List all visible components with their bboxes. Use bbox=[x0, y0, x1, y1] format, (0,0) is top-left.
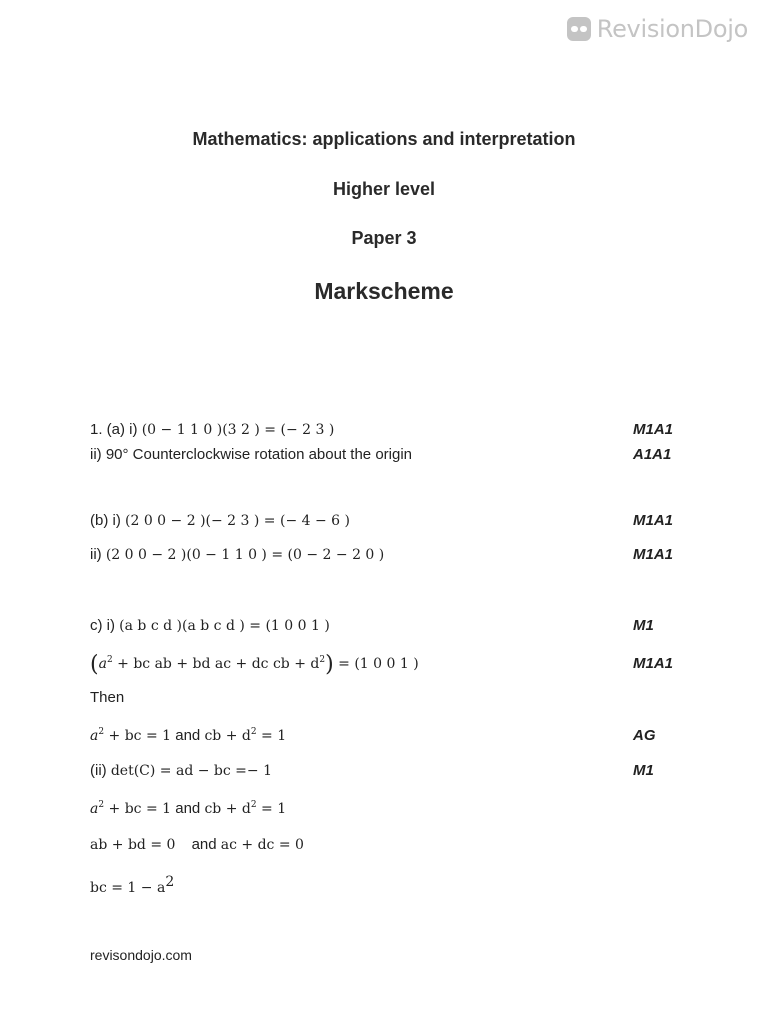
q1c-i-label: c) i) bbox=[90, 617, 120, 634]
brand-logo bbox=[567, 14, 748, 44]
q1c-ii-line bbox=[90, 762, 272, 779]
q1c-i-line bbox=[90, 617, 330, 634]
q1c-expansion bbox=[90, 652, 419, 677]
q1c-eq3-line bbox=[90, 836, 304, 853]
left-paren: ( bbox=[90, 652, 99, 677]
q1c-eq2-line bbox=[90, 800, 286, 817]
eq3-rhs: ac + dc = 0 bbox=[220, 837, 304, 853]
q1b-ii-mark: M1A1 bbox=[633, 546, 674, 563]
q1c-ii-label: (ii) bbox=[90, 762, 111, 779]
course-title: Mathematics: applications and interpretation bbox=[192, 129, 576, 149]
eq2-rhs: cb + d bbox=[204, 801, 251, 817]
expansion-rhs: = (1 0 0 1 ) bbox=[333, 656, 419, 672]
and-word: and bbox=[191, 836, 217, 853]
superscript: 2 bbox=[106, 655, 113, 665]
superscript: 2 bbox=[98, 727, 105, 737]
superscript: 2 bbox=[98, 800, 105, 810]
q1c-eq4-line bbox=[90, 874, 174, 896]
level-label: Higher level bbox=[332, 179, 436, 199]
q1b-i-line bbox=[90, 512, 350, 529]
ag-rhs-end: = 1 bbox=[256, 728, 287, 744]
q1b-ii-line bbox=[90, 546, 384, 563]
expansion-a: a bbox=[98, 656, 107, 672]
q1a-ii-mark: A1A1 bbox=[633, 446, 672, 463]
q1b-ii-expression: (2 0 0 − 2 )(0 − 1 1 0 ) = (0 − 2 − 2 0 ) bbox=[105, 547, 385, 563]
and-word: and bbox=[175, 800, 201, 817]
q1c-ag-mark: AG bbox=[633, 727, 656, 744]
right-paren: ) bbox=[325, 652, 334, 677]
q1a-i-mark: M1A1 bbox=[633, 421, 674, 438]
q1b-ii-label: ii) bbox=[90, 546, 106, 563]
eq3-lhs: ab + bd = 0 bbox=[90, 837, 176, 853]
expansion-middle: + bc ab + bd ac + dc cb + d bbox=[112, 656, 320, 672]
q1a-i-expression: (0 − 1 1 0 )(3 2 ) = (− 2 3 ) bbox=[141, 422, 335, 438]
robot-face-icon bbox=[567, 17, 591, 41]
ag-rhs: cb + d bbox=[204, 728, 251, 744]
paper-label: Paper 3 bbox=[351, 228, 417, 248]
q1a-ii-line: ii) 90° Counterclockwise rotation about the origin bbox=[90, 446, 413, 463]
superscript: 2 bbox=[250, 727, 257, 737]
q1b-i-expression: (2 0 0 − 2 )(− 2 3 ) = (− 4 − 6 ) bbox=[125, 513, 350, 529]
q1c-ag-line bbox=[90, 727, 286, 744]
q1a-i-line bbox=[90, 421, 334, 438]
eq4-expression: bc = 1 − a bbox=[90, 880, 166, 896]
footer-site: revisondojo.com bbox=[90, 947, 192, 963]
superscript: 2 bbox=[319, 655, 326, 665]
and-word: and bbox=[175, 727, 201, 744]
ag-lhs-rest: + bc = 1 bbox=[104, 728, 172, 744]
superscript: 2 bbox=[165, 874, 175, 890]
q1c-ii-mark: M1 bbox=[633, 762, 654, 779]
brand-name: RevisionDojo bbox=[596, 15, 748, 43]
ag-lhs-a: a bbox=[90, 728, 99, 744]
q1c-i-mark: M1 bbox=[633, 617, 654, 634]
q1c-expansion-mark: M1A1 bbox=[633, 655, 674, 672]
q1b-i-mark: M1A1 bbox=[633, 512, 674, 529]
superscript: 2 bbox=[250, 800, 257, 810]
q1b-i-label: (b) i) bbox=[90, 512, 125, 529]
q1c-i-expression: (a b c d )(a b c d ) = (1 0 0 1 ) bbox=[119, 618, 330, 634]
then-label: Then bbox=[90, 689, 125, 706]
q1c-ii-expression: det(C) = ad − bc =− 1 bbox=[110, 763, 272, 779]
q1a-i-label: 1. (a) i) bbox=[90, 421, 142, 438]
eq2-lhs-a: a bbox=[90, 801, 99, 817]
eq2-lhs-rest: + bc = 1 bbox=[104, 801, 172, 817]
page-heading: Markscheme bbox=[314, 278, 454, 304]
eq2-rhs-end: = 1 bbox=[256, 801, 287, 817]
